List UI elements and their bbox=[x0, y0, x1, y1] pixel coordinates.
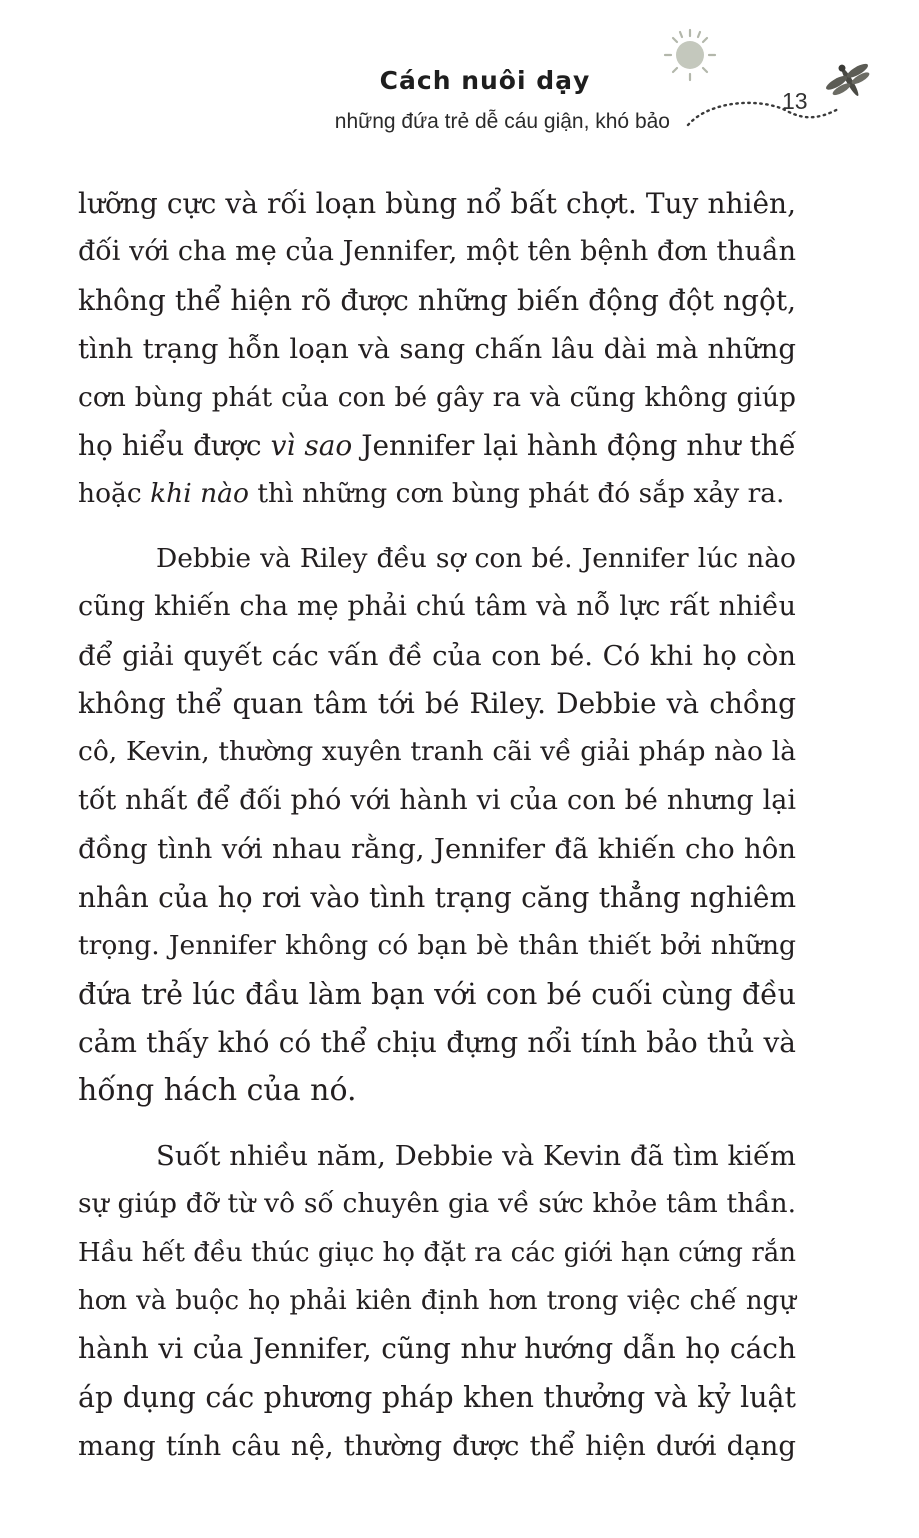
text-line: mang tính câu nệ, thường được thể hiện dưới dạng bbox=[78, 1430, 796, 1463]
text-line: hành vi của Jennifer, cũng như hướng dẫn họ cách bbox=[78, 1332, 796, 1366]
text-line bbox=[78, 422, 796, 470]
emphasis: vì sao bbox=[270, 429, 353, 463]
text-line: cũng khiến cha mẹ phải chú tâm và nỗ lực rất nhiều bbox=[78, 591, 796, 623]
text-line: Suốt nhiều năm, Debbie và Kevin đã tìm kiếm bbox=[156, 1139, 796, 1172]
text-line: Hầu hết đều thúc giục họ đặt ra các giới hạn cứng rắn bbox=[78, 1237, 796, 1268]
text-line: tình trạng hỗn loạn và sang chấn lâu dài mà những bbox=[78, 333, 796, 366]
paragraph-1 bbox=[78, 180, 796, 519]
text-line: trọng. Jennifer không có bạn bè thân thiết bởi những bbox=[78, 930, 796, 962]
paragraph-2 bbox=[78, 535, 796, 1116]
text-line: đứa trẻ lúc đầu làm bạn với con bé cuối cùng đều bbox=[78, 977, 796, 1011]
text-line: sự giúp đỡ từ vô số chuyên gia về sức khỏe tâm thần. bbox=[78, 1188, 796, 1220]
sun-icon bbox=[665, 30, 715, 80]
text-run: Jennifer lại hành động như thế bbox=[352, 429, 796, 463]
text-line: đồng tình với nhau rằng, Jennifer đã khiến cho hôn bbox=[78, 833, 796, 866]
page-number: 13 bbox=[782, 88, 808, 114]
emphasis: khi nào bbox=[150, 478, 249, 510]
text-line: tốt nhất để đối phó với hành vi của con bé nhưng lại bbox=[78, 784, 796, 816]
text-line bbox=[78, 470, 796, 518]
text-line: cơn bùng phát của con bé gây ra và cũng không giúp bbox=[78, 381, 796, 413]
running-header-subtitle: những đứa trẻ dễ cáu giận, khó bảo bbox=[334, 110, 670, 133]
text-line: đối với cha mẹ của Jennifer, một tên bệnh đơn thuần bbox=[78, 236, 796, 268]
paragraph-3 bbox=[78, 1132, 796, 1471]
running-header-title: Cách nuôi dạy bbox=[379, 66, 591, 95]
text-line: nhân của họ rơi vào tình trạng căng thẳng nghiêm bbox=[78, 880, 796, 914]
dotted-path bbox=[688, 103, 840, 125]
header-decoration bbox=[640, 20, 900, 140]
dragonfly-icon bbox=[819, 53, 878, 108]
text-line: Debbie và Riley đều sợ con bé. Jennifer lúc nào bbox=[156, 542, 796, 574]
text-line: cô, Kevin, thường xuyên tranh cãi về giải pháp nào là bbox=[78, 736, 796, 768]
text-run: hoặc bbox=[78, 478, 151, 510]
text-line: không thể quan tâm tới bé Riley. Debbie và chồng bbox=[78, 687, 796, 721]
body-text bbox=[78, 180, 796, 1471]
text-run: họ hiểu được bbox=[78, 429, 271, 463]
text-run: thì những cơn bùng phát đó sắp xảy ra. bbox=[248, 478, 785, 510]
text-line: không thể hiện rõ được những biến động đột ngột, bbox=[78, 283, 796, 317]
text-line: lưỡng cực và rối loạn bùng nổ bất chợt. Tuy nhiên, bbox=[78, 187, 796, 220]
text-line: áp dụng các phương pháp khen thưởng và kỷ luật bbox=[78, 1380, 796, 1414]
text-line: để giải quyết các vấn đề của con bé. Có khi họ còn bbox=[78, 639, 796, 672]
text-line: cảm thấy khó có thể chịu đựng nổi tính bảo thủ và bbox=[78, 1025, 796, 1059]
text-line: hống hách của nó. bbox=[78, 1073, 357, 1109]
text-line: hơn và buộc họ phải kiên định hơn trong việc chế ngự bbox=[78, 1285, 796, 1316]
